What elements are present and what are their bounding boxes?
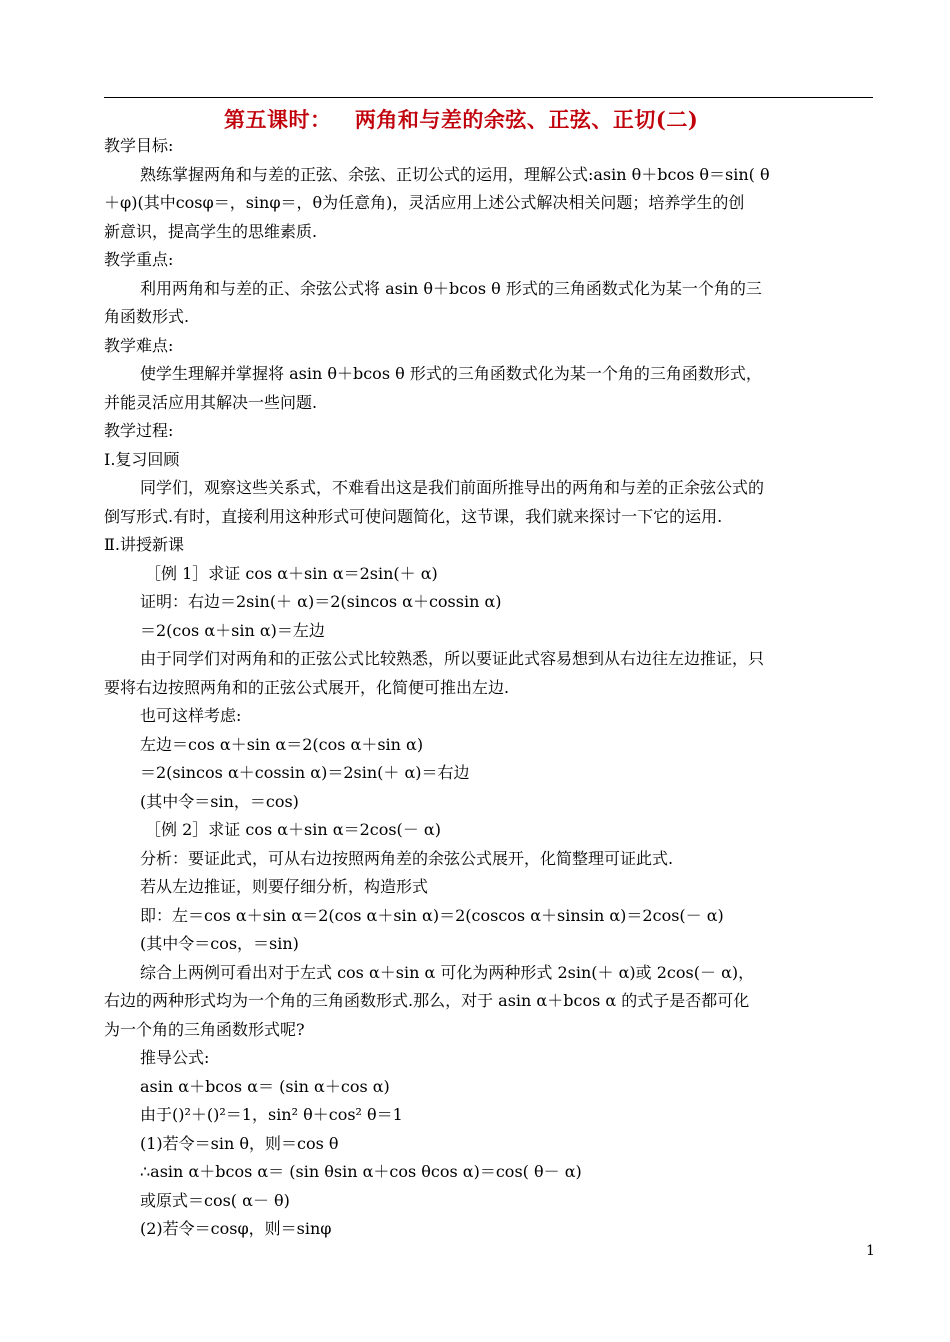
text-line: 左边＝cos α＋sin α＝2(cos α＋sin α) bbox=[140, 735, 424, 754]
text-line: 角函数形式. bbox=[104, 307, 190, 326]
header-rule bbox=[104, 97, 873, 98]
text-line: (其中令＝cos，＝sin) bbox=[140, 934, 299, 953]
text-line: asin α＋bcos α＝ (sin α＋cos α) bbox=[140, 1077, 390, 1096]
text-line: 倒写形式.有时，直接利用这种形式可使问题简化，这节课，我们就来探讨一下它的运用. bbox=[104, 507, 723, 526]
text-line: ∴asin α＋bcos α＝ (sin θsin α＋cos θcos α)＝cos( θ－ α) bbox=[140, 1162, 582, 1181]
text-line: 由于()²＋()²＝1，sin² θ＋cos² θ＝1 bbox=[140, 1105, 403, 1124]
text-line: 也可这样考虑: bbox=[140, 706, 242, 725]
text-line: ［例 2］求证 cos α＋sin α＝2cos(－ α) bbox=[145, 820, 441, 839]
text-line: (1)若令＝sin θ，则＝cos θ bbox=[140, 1134, 339, 1153]
text-line: 教学过程: bbox=[104, 421, 174, 440]
text-line: 使学生理解并掌握将 asin θ＋bcos θ 形式的三角函数式化为某一个角的三角函数形式， bbox=[140, 364, 762, 383]
text-line: 由于同学们对两角和的正弦公式比较熟悉，所以要证此式容易想到从右边往左边推证，只 bbox=[140, 649, 765, 668]
text-line: 熟练掌握两角和与差的正弦、余弦、正切公式的运用，理解公式:asin θ＋bcos θ＝sin( θ bbox=[140, 165, 770, 184]
text-line: ＝2(cos α＋sin α)＝左边 bbox=[140, 621, 325, 640]
text-line: ＋φ)(其中cosφ＝，sinφ＝，θ为任意角)，灵活应用上述公式解决相关问题；培养学生的创 bbox=[104, 193, 745, 212]
text-line: 利用两角和与差的正、余弦公式将 asin θ＋bcos θ 形式的三角函数式化为某一个角的三 bbox=[140, 279, 762, 298]
text-line: 为一个角的三角函数形式呢? bbox=[104, 1020, 305, 1039]
page-number: 1 bbox=[866, 1243, 875, 1259]
text-line: 若从左边推证，则要仔细分析，构造形式 bbox=[140, 877, 429, 896]
text-line: 新意识，提高学生的思维素质. bbox=[104, 222, 318, 241]
text-line: 教学难点: bbox=[104, 336, 174, 355]
document-title: 第五课时： 两角和与差的余弦、正弦、正切(二) bbox=[224, 107, 699, 132]
text-line: (其中令＝sin，＝cos) bbox=[140, 792, 299, 811]
text-line: ＝2(sincos α＋cossin α)＝2sin(＋ α)＝右边 bbox=[140, 763, 470, 782]
text-line: 综合上两例可看出对于左式 cos α＋sin α 可化为两种形式 2sin(＋ α)或 2cos(－ α)， bbox=[140, 963, 755, 982]
text-line: Ⅱ.讲授新课 bbox=[104, 535, 184, 554]
text-line: 并能灵活应用其解决一些问题. bbox=[104, 393, 318, 412]
text-line: (2)若令＝cosφ，则＝sinφ bbox=[140, 1219, 332, 1238]
text-line: 分析：要证此式，可从右边按照两角差的余弦公式展开，化简整理可证此式. bbox=[140, 849, 674, 868]
text-line: 推导公式: bbox=[140, 1048, 210, 1067]
text-line: 同学们，观察这些关系式，不难看出这是我们前面所推导出的两角和与差的正余弦公式的 bbox=[140, 478, 765, 497]
text-line: 即：左＝cos α＋sin α＝2(cos α＋sin α)＝2(coscos α＋sinsin α)＝2cos(－ α) bbox=[140, 906, 724, 925]
text-line: ［例 1］求证 cos α＋sin α＝2sin(＋ α) bbox=[145, 564, 438, 583]
text-line: 右边的两种形式均为一个角的三角函数形式.那么，对于 asin α＋bcos α 的式子是否都可化 bbox=[104, 991, 750, 1010]
text-line: 教学重点: bbox=[104, 250, 174, 269]
text-line: 证明：右边＝2sin(＋ α)＝2(sincos α＋cossin α) bbox=[140, 592, 502, 611]
text-line: 或原式＝cos( α－ θ) bbox=[140, 1191, 290, 1210]
text-line: 要将右边按照两角和的正弦公式展开，化简便可推出左边. bbox=[104, 678, 510, 697]
text-line: Ⅰ.复习回顾 bbox=[104, 450, 180, 469]
text-line: 教学目标: bbox=[104, 136, 174, 155]
